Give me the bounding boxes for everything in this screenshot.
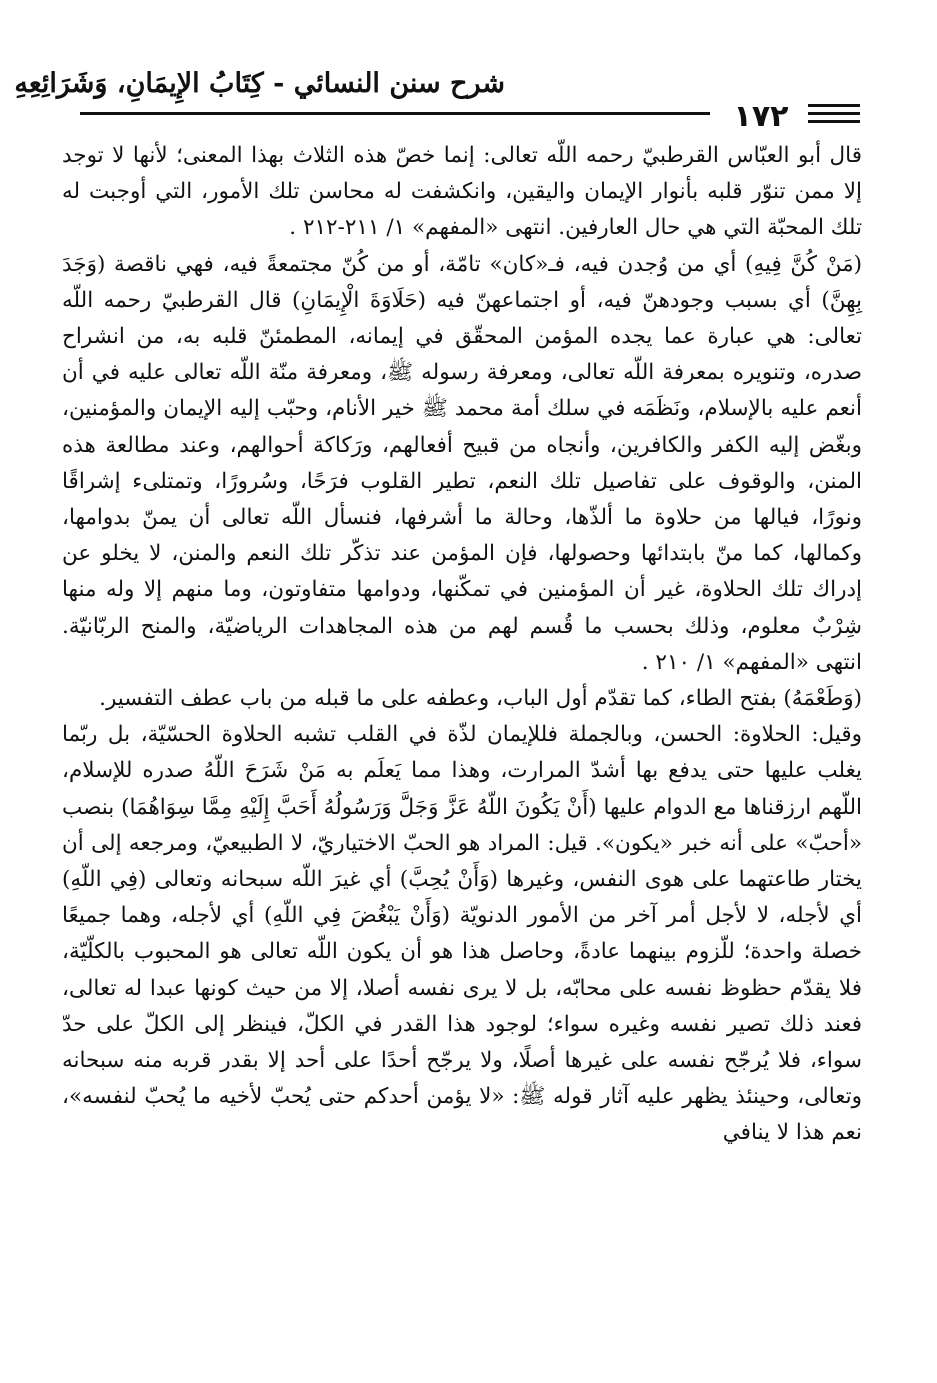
paragraph-love-for-allah: وقيل: الحلاوة: الحسن، وبالجملة فللإيمان لذّة في القلب تشبه الحلاوة الحسّيّة، بل ربّما يغلب عليها حتى يدفع بها أشدّ المرارت، وهذا مما يَعلَم به مَنْ شَرَحَ اللّهُ صدره للإسلام، اللّهم ارزقناها مع الدوام عليها (أَنْ يَكُونَ اللّهُ عَزَّ وَجَلَّ وَرَسُولُهُ أَحَبَّ إِلَيْهِ مِمَّا سِوَاهُمَا) بنصب «أحبّ» على أنه خبر «يكون». قيل: المراد هو الحبّ الاختياريّ، لا الطبيعيّ، ومرجعه إلى أن يختار طاعتهما على هوى النفس، وغيرها (وَأَنْ يُحِبَّ) أي غيرَ اللّه سبحانه وتعالى (فِي اللّهِ) أي لأجله، لا لأجل أمر آخر من الأمور الدنويّة (وَأَنْ يَبْغُضَ فِي اللّهِ) أي لأجله، وهما جميعًا خصلة واحدة؛ للّزوم بينهما عادةً، وحاصل هذا هو أن يكون اللّه تعالى هو المحبوب بالكلّيّة، فلا يقدّم حظوظ نفسه على محابّه، بل لا يرى نفسه أصلا، إلا من حيث كونها عبدا له تعالى، فعند ذلك تصير نفسه وغيره سواء؛ لوجود هذا القدر في الكلّ، فينظر إلى الكلّ على حدّ سواء، فلا يُرجّح نفسه على غيرها أصلًا، ولا يرجّح أحدًا على أحد إلا بقدر قربه منه سبحانه وتعالى، وحينئذ يظهر عليه آثار قوله ﷺ: «لا يؤمن أحدكم حتى يُحبّ لأخيه ما يُحبّ لنفسه»، نعم هذا لا ينافي [62,722,862,1146]
paragraph-sweetness-of-faith: (مَنْ كُنَّ فِيهِ) أي من وُجدن فيه، فـ«كان» تامّة، أو من كُنّ مجتمعةً فيه، فهي ناقصة (وَجَدَ بِهِنَّ) أي بسبب وجودهنّ فيه، أو اجتماعهنّ فيه (حَلَاوَةَ الْإِيمَانِ) قال القرطبيّ رحمه اللّه تعالى: هي عبارة عما يجده المؤمن المحقّق في إيمانه، المطمئنّ قلبه به، من انشراح صدره، وتنويره بمعرفة اللّه تعالى، ومعرفة رسوله ﷺ، ومعرفة منّة اللّه تعالى عليه في أن أنعم عليه بالإسلام، ونَظَمَه في سلك أمة محمد ﷺ خير الأنام، وحبّب إليه الإيمان والمؤمنين، وبغّض إليه الكفر والكافرين، وأنجاه من قبيح أفعالهم، ورَكاكة أحوالهم، وعند مطالعة هذه المنن، والوقوف على تفاصيل تلك النعم، تطير القلوب فرَحًا، وسُرورًا، وتمتلىء إشراقًا ونورًا، فيالها من حلاوة ما ألذّها، وحالة ما أشرفها، فنسأل اللّه تعالى أن يمنّ بدوامها، وكمالها، كما منّ بابتدائها وحصولها، فإن المؤمن عند تذكّر تلك النعم والمنن، لا يخلو عن إدراك تلك الحلاوة، غير أن المؤمنين في تمكّنها، ودوامها متفاوتون، وما منهم إلا وله منها شِرْبٌ معلوم، وذلك بحسب ما قُسم لهم من هذه المجاهدات الرياضيّة، والمنح الربّانيّة. انتهى «المفهم» ١/ ٢١٠ . [62,251,863,675]
page-number: ١٧٢ [733,99,789,134]
header-ornament-rule-3 [808,120,860,123]
header-rule [80,112,710,115]
body-text [62,138,862,1152]
paragraph-qurtubi-quote: قال أبو العبّاس القرطبيّ رحمه اللّه تعالى: إنما خصّ هذه الثلاث بهذا المعنى؛ لأنها لا توجد إلا ممن تنوّر قلبه بأنوار الإيمان واليقين، وانكشفت له محاسن تلك الأمور، التي أوجبت له تلك المحبّة التي هي حال العارفين. انتهى «المفهم» ١/ ٢١١-٢١٢ . [62,143,862,241]
running-title: شرح سنن النسائي - كِتَابُ الإِيمَانِ، وَشَرَائِعِهِ [14,68,505,99]
header-ornament-rule-2 [808,112,860,115]
paragraph-taamahu: (وَطَعْمَهُ) بفتح الطاء، كما تقدّم أول الباب، وعطفه على ما قبله من باب عطف التفسير. [99,686,862,712]
header-ornament-rule-1 [808,104,860,107]
